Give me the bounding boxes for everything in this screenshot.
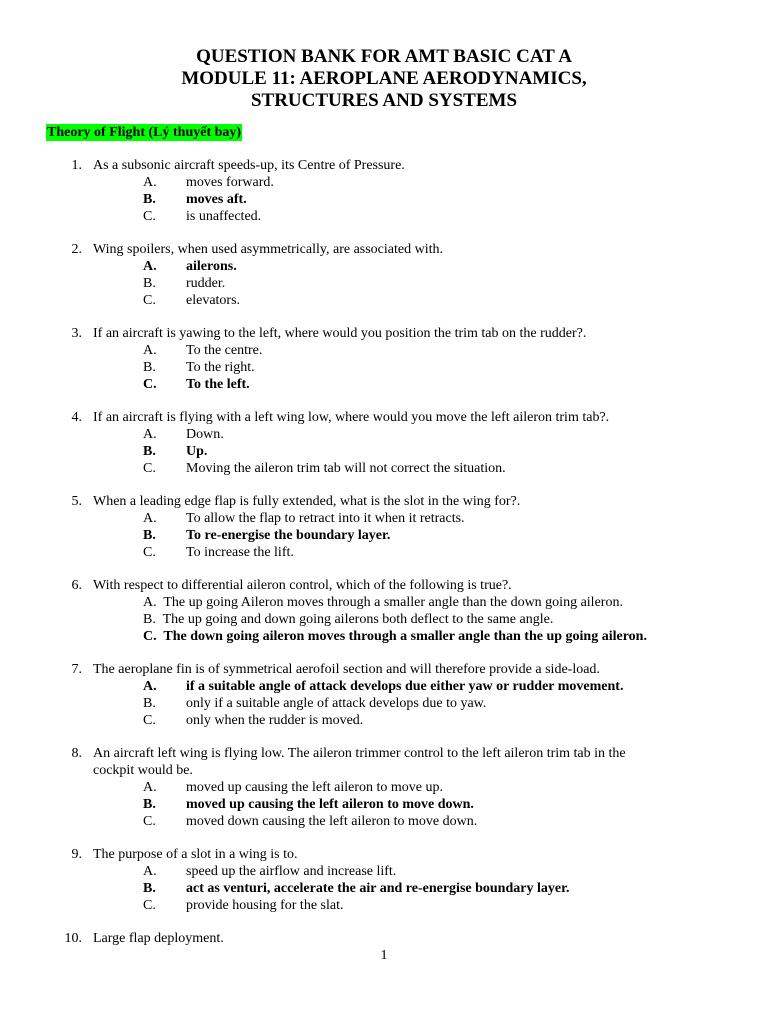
question-number: 8. xyxy=(71,746,82,761)
page-number: 1 xyxy=(380,948,388,963)
question-text: The aeroplane fin is of symmetrical aerofoil section and will therefore provide a side-load. xyxy=(93,662,600,677)
title-line-1: QUESTION BANK FOR AMT BASIC CAT A xyxy=(196,46,572,67)
question-text: Large flap deployment. xyxy=(93,931,224,946)
question-number: 4. xyxy=(71,410,82,425)
question-text-continued: cockpit would be. xyxy=(93,763,193,778)
title-line-2: MODULE 11: AEROPLANE AERODYNAMICS, xyxy=(181,68,587,89)
question-number: 2. xyxy=(71,242,82,257)
document-page: QUESTION BANK FOR AMT BASIC CAT A MODULE 11: AEROPLANE AERODYNAMICS, STRUCTURES AND SYSTEMS Theory of Flight (Lý thuyết bay) 1. As a subsonic aircraft speeds-up, its Centre of Pressure. A. moves forward. B. moves aft. C. is unaffected. 2. Wing spoilers, when used asymmetrically, are associated with. A. ailerons. B. rudder. C. elevators. 3. If an aircraft is yawing to the left, where would you position the trim tab on the rudder?. A. To the centre. B. To the right. C. To the left. 4. If an aircraft is flying with a left wing low, where would you move the left aileron trim tab?. A. Down. B. Up. C. Moving the aileron trim tab will not correct the situation. 5. When a leading edge flap is fully extended, what is the slot in the wing for?. A. To allow the flap to retract into it when it retracts. B. To re-energise the boundary layer. C. To increase the lift. 6. With respect to differential aileron control, which of the following is true?. A. The up going Aileron moves through a smaller angle than the down going aileron. B. The up going and down going ailerons both deflect to the same angle. C. The down going aileron moves through a smaller angle than the up going aileron. 7. The aeroplane fin is of symmetrical aerofoil section and will therefore provide a side-load. A. if a suitable angle of attack develops due either yaw or rudder movement. B. only if a suitable angle of attack develops due to yaw. C. only when the rudder is moved. 8. An aircraft left wing is flying low. The aileron trimmer control to the left aileron trim tab in the cockpit would be. A. moved up causing the left aileron to move up. B. moved up causing the left aileron to move down. C. moved down causing the left aileron to move down. 9. The purpose of a slot in a wing is to. A. speed up the airflow and increase lift. B. act as venturi, accelerate the air and re-energise boundary layer. C. provide housing for the slat. 10. Large flap deployment. 1 xyxy=(0,0,768,1024)
question-text: An aircraft left wing is flying low. The aileron trimmer control to the left aileron trim tab in the xyxy=(93,746,626,761)
question-text: With respect to differential aileron control, which of the following is true?. xyxy=(93,578,512,593)
question-number: 10. xyxy=(64,931,82,946)
question-text: If an aircraft is flying with a left wing low, where would you move the left aileron trim tab?. xyxy=(93,410,610,425)
question-number: 5. xyxy=(71,494,82,509)
question-text: Wing spoilers, when used asymmetrically, are associated with. xyxy=(93,242,443,257)
question-text: When a leading edge flap is fully extended, what is the slot in the wing for?. xyxy=(93,494,521,509)
question-number: 7. xyxy=(71,662,82,677)
question-text: If an aircraft is yawing to the left, where would you position the trim tab on the rudder?. xyxy=(93,326,587,341)
question-text: The purpose of a slot in a wing is to. xyxy=(93,847,298,862)
question-number: 6. xyxy=(71,578,82,593)
title-line-3: STRUCTURES AND SYSTEMS xyxy=(250,90,518,111)
option-b: B. The up going and down going ailerons both deflect to the same angle. xyxy=(143,612,554,627)
option-a: A. The up going Aileron moves through a smaller angle than the down going aileron. xyxy=(143,595,623,610)
question-number: 1. xyxy=(71,158,82,173)
question-number: 3. xyxy=(71,326,82,341)
option-c-correct: C. The down going aileron moves through a smaller angle than the up going aileron. xyxy=(143,629,647,644)
section-heading: Theory of Flight (Lý thuyết bay) xyxy=(47,125,242,140)
question-text: As a subsonic aircraft speeds-up, its Centre of Pressure. xyxy=(93,158,405,173)
question-number: 9. xyxy=(71,847,82,862)
